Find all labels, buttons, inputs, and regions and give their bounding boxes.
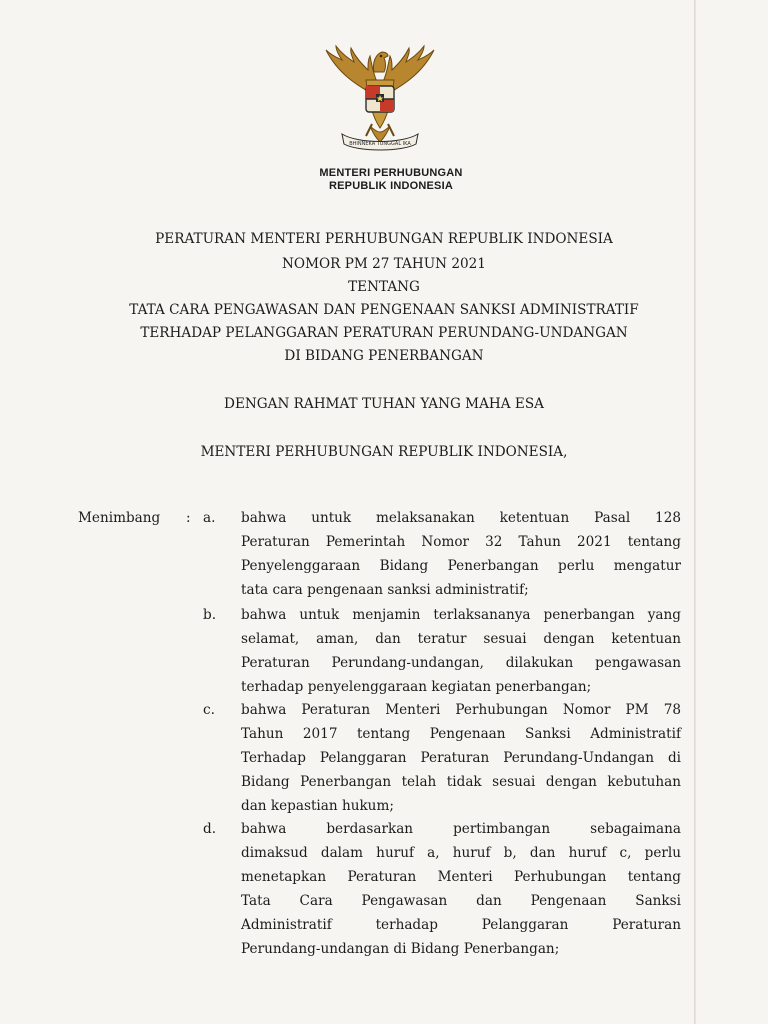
emblem-motto: BHINNEKA TUNGGAL IKA — [349, 141, 411, 147]
item-d-line: menetapkan Peraturan Menteri Perhubungan tentang — [241, 869, 681, 885]
considering-label: Menimbang — [78, 510, 161, 526]
item-marker-c: c. — [203, 702, 215, 718]
regulation-number: NOMOR PM 27 TAHUN 2021 — [282, 256, 486, 272]
regulation-subject-line-3: DI BIDANG PENERBANGAN — [284, 348, 484, 364]
item-d-line: Tata Cara Pengawasan dan Pengenaan Sanksi — [241, 893, 681, 909]
ministry-country: REPUBLIK INDONESIA — [329, 180, 453, 192]
item-c-line: bahwa Peraturan Menteri Perhubungan Nomor PM 78 — [241, 702, 681, 718]
item-b-line: Peraturan Perundang-undangan, dilakukan pengawasan — [241, 655, 681, 671]
item-c-line: dan kepastian hukum; — [241, 798, 394, 814]
item-a-line: Peraturan Pemerintah Nomor 32 Tahun 2021 tentang — [241, 534, 681, 550]
regulation-subject-line-1: TATA CARA PENGAWASAN DAN PENGENAAN SANKSI ADMINISTRATIF — [129, 302, 639, 318]
considering-colon: : — [186, 510, 191, 526]
item-c-line: Bidang Penerbangan telah tidak sesuai dengan kebutuhan — [241, 774, 681, 790]
item-a-line: tata cara pengenaan sanksi administratif; — [241, 582, 529, 598]
item-c-line: Terhadap Pelanggaran Peraturan Perundang-Undangan di — [241, 750, 681, 766]
item-d-line: bahwa berdasarkan pertimbangan sebagaimana — [241, 821, 681, 837]
item-b-line: bahwa untuk menjamin terlaksananya penerbangan yang — [241, 607, 681, 623]
item-b-line: selamat, aman, dan teratur sesuai dengan ketentuan — [241, 631, 681, 647]
item-b-line: terhadap penyelenggaraan kegiatan penerbangan; — [241, 679, 592, 695]
item-a-line: Penyelenggaraan Bidang Penerbangan perlu mengatur — [241, 558, 681, 574]
page-edge — [694, 0, 696, 1024]
regulation-about: TENTANG — [348, 279, 420, 295]
item-marker-d: d. — [203, 821, 217, 837]
item-marker-b: b. — [203, 607, 217, 623]
item-d-line: Perundang-undangan di Bidang Penerbangan; — [241, 941, 560, 957]
item-d-line: dimaksud dalam huruf a, huruf b, dan huruf c, perlu — [241, 845, 681, 861]
item-a-line: bahwa untuk melaksanakan ketentuan Pasal 128 — [241, 510, 681, 526]
item-d-line: Administratif terhadap Pelanggaran Peraturan — [241, 917, 681, 933]
item-c-line: Tahun 2017 tentang Pengenaan Sanksi Administratif — [241, 726, 681, 742]
invocation: DENGAN RAHMAT TUHAN YANG MAHA ESA — [224, 396, 544, 412]
item-marker-a: a. — [203, 510, 216, 526]
ministry-name: MENTERI PERHUBUNGAN — [319, 167, 463, 179]
garuda-pancasila-emblem-icon — [318, 40, 442, 156]
issuer: MENTERI PERHUBUNGAN REPUBLIK INDONESIA, — [200, 444, 568, 460]
regulation-subject-line-2: TERHADAP PELANGGARAN PERATURAN PERUNDANG-UNDANGAN — [140, 325, 628, 341]
regulation-title: PERATURAN MENTERI PERHUBUNGAN REPUBLIK INDONESIA — [155, 231, 613, 247]
